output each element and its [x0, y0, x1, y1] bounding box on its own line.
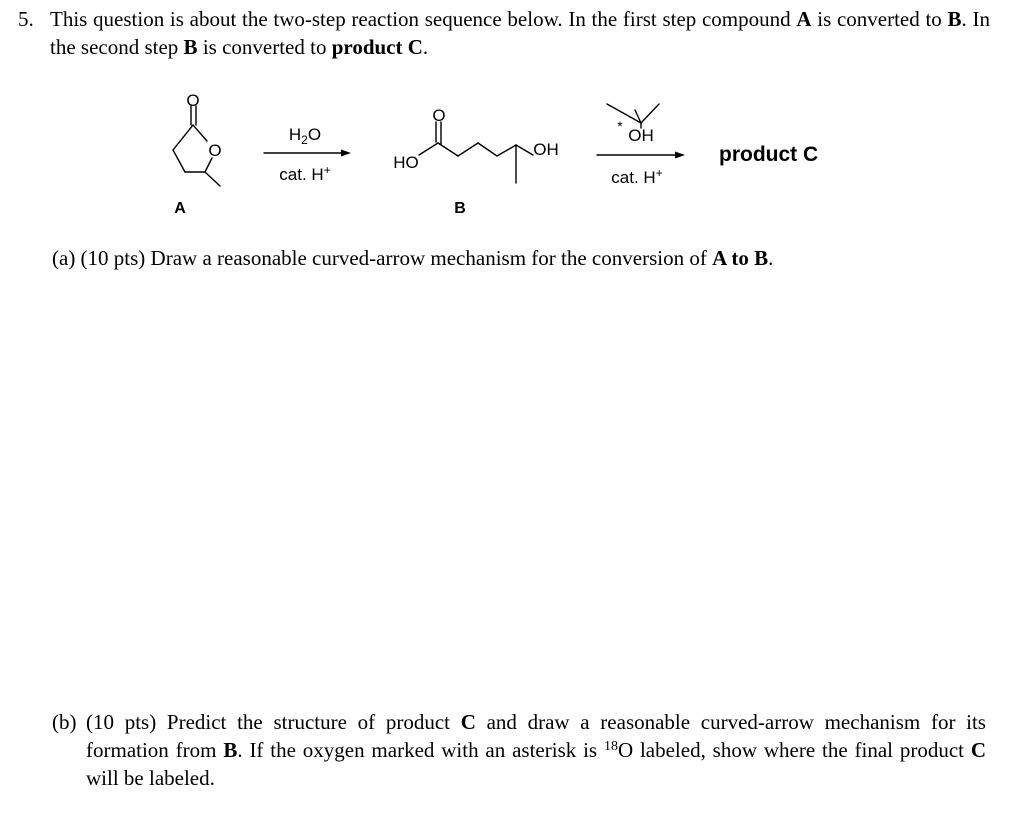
intro-text: is converted to — [197, 35, 332, 59]
arrowhead-2 — [675, 152, 685, 159]
intro-compound-b: B — [947, 7, 962, 31]
part-b-label: (b) — [52, 710, 77, 734]
product-c-label: product C — [719, 143, 819, 166]
intro-text: This question is about the two-step reaction sequence below. In the first step compound — [50, 7, 797, 31]
compound-a-label: A — [174, 200, 186, 217]
arrowhead-1 — [341, 150, 351, 157]
part-b-prompt — [86, 708, 986, 792]
atom-label: OH — [533, 140, 559, 159]
step1-reagent-top: $H_2O$ — [288, 125, 322, 147]
part-a-text: (a) (10 pts) Draw a reasonable curved-arrow mechanism for the conversion of — [52, 246, 713, 270]
intro-text: . In the second step — [50, 7, 990, 59]
part-b-text: and draw a reasonable curved-arrow mechanism for its formation from — [86, 710, 986, 762]
part-b-text: (10 pts) Predict the structure of product — [86, 710, 461, 734]
part-b-text: . If the oxygen marked with an asterisk is — [237, 738, 604, 762]
intro-compound-a: A — [796, 7, 812, 31]
compound-b-label: B — [454, 200, 466, 217]
intro-text: is converted to — [811, 7, 948, 31]
compound-b-structure — [419, 122, 533, 183]
atom-label: O — [186, 91, 200, 110]
part-b-text: O labeled, show where the final product — [617, 738, 971, 762]
atom-label: O — [208, 141, 222, 160]
reaction-scheme — [0, 80, 1024, 220]
intro-text: . — [422, 35, 429, 59]
step1-reagent-bottom: cat. H+ — [279, 163, 331, 184]
atom-label: HO — [393, 153, 419, 172]
isotope-asterisk: * — [617, 118, 623, 134]
step2-reagent-top: OH — [628, 126, 654, 145]
part-b-product-c: C — [970, 738, 986, 762]
part-b-text: will be labeled. — [86, 766, 215, 790]
intro-product-c: product C — [331, 35, 423, 59]
part-a-bold: A to B — [712, 246, 769, 270]
tert-butanol-structure — [607, 104, 659, 128]
part-b-compound-b: B — [223, 738, 238, 762]
isotope-superscript: 18 — [603, 739, 618, 754]
question-intro — [50, 5, 990, 61]
part-a-text: . — [768, 246, 774, 270]
part-a-prompt — [52, 244, 773, 272]
atom-label: O — [432, 106, 446, 125]
question-number: 5. — [18, 7, 34, 31]
part-b-product-c: C — [460, 710, 476, 734]
step2-reagent-bottom: cat. H+ — [611, 166, 663, 187]
intro-compound-b: B — [183, 35, 198, 59]
